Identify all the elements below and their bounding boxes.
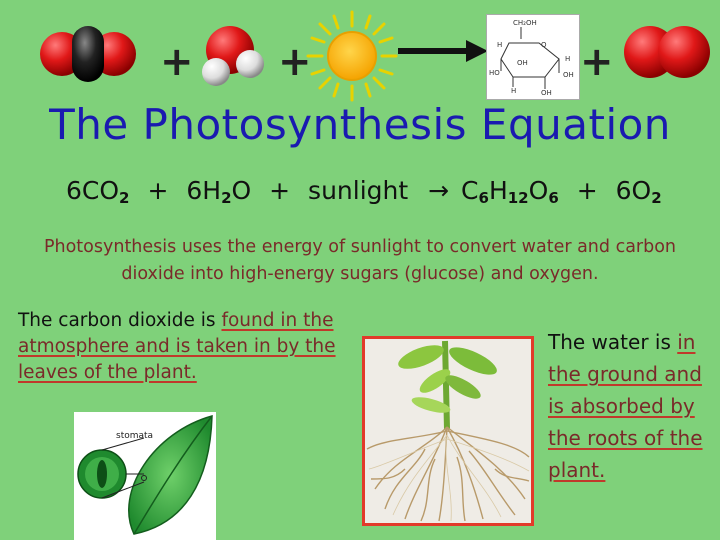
equation-arrow: → xyxy=(428,176,450,205)
co2-molecule-icon xyxy=(40,22,136,84)
glucose-label-h2: H xyxy=(565,55,571,63)
carbon-dioxide-text-underlined: found in the atmosphere and is taken in by the leaves of the plant. xyxy=(18,310,336,383)
equation-plus-2: + xyxy=(269,176,291,205)
glucose-label-o: O xyxy=(541,41,547,49)
plant-roots-photo xyxy=(362,336,534,526)
plus-symbol-1: + xyxy=(160,39,194,85)
glucose-label-h3: H xyxy=(511,87,517,95)
photosynthesis-equation xyxy=(66,176,672,207)
glucose-label-oh1: OH xyxy=(517,59,528,67)
page-title: The Photosynthesis Equation xyxy=(49,100,671,149)
equation-o2: $6O_2$ xyxy=(615,176,662,207)
water-text-plain: The water is xyxy=(548,330,678,354)
water-molecule-icon xyxy=(196,24,268,88)
oxygen-molecule-icon xyxy=(624,24,712,80)
carbon-dioxide-text xyxy=(18,308,348,386)
sun-icon xyxy=(306,10,398,102)
reaction-arrow-icon xyxy=(398,38,488,64)
water-text xyxy=(548,326,708,486)
carbon-dioxide-text-plain: The carbon dioxide is xyxy=(18,310,222,331)
description-text: Photosynthesis uses the energy of sunlight to convert water and carbon dioxide into high-energy sugars (glucose) and oxygen. xyxy=(43,237,677,284)
glucose-label-ho: HO xyxy=(489,69,500,77)
equation-h2o: $6H_2O$ xyxy=(186,176,252,207)
plus-symbol-2: + xyxy=(278,39,312,85)
equation-sunlight: sunlight xyxy=(308,176,409,205)
leaf-stomata-image xyxy=(74,412,216,540)
equation-plus-3: + xyxy=(576,176,598,205)
glucose-label-h1: H xyxy=(497,41,503,49)
water-text-underlined: in the ground and is absorbed by the roots of the plant. xyxy=(548,330,703,482)
stomata-label: stomata xyxy=(116,431,154,441)
glucose-label-oh2: OH xyxy=(563,71,574,79)
equation-glucose: $C_6H_{12}O_6$ xyxy=(461,176,559,207)
glucose-label-oh3: OH xyxy=(541,89,552,97)
glucose-label-ch2oh: CH₂OH xyxy=(513,19,537,27)
plus-symbol-3: + xyxy=(580,39,614,85)
equation-co2: $6CO_2$ xyxy=(66,176,130,207)
glucose-structure-icon xyxy=(486,14,580,100)
equation-plus-1: + xyxy=(147,176,169,205)
